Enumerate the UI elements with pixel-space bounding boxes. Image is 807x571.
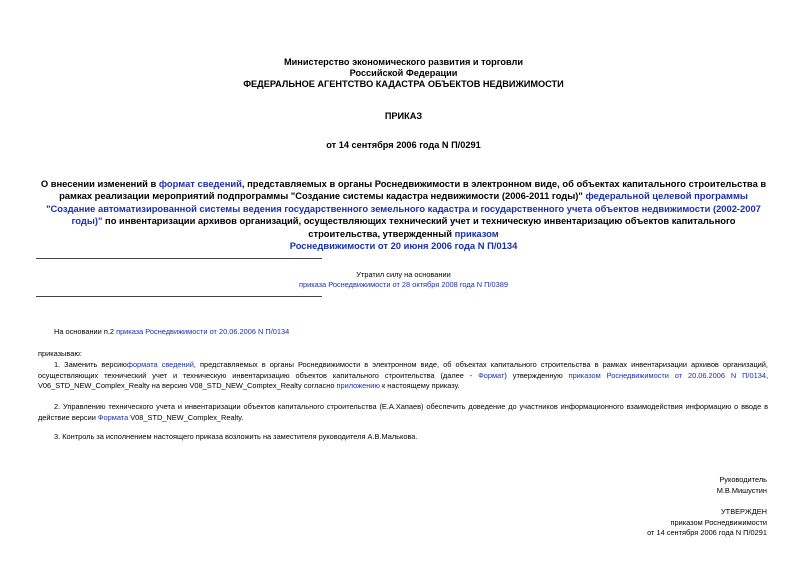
basis-line [54, 327, 289, 337]
title-text-2: , представляемых в органы Роснедвижимости в электронном виде, об объектах капитального строительства в рамках реализации мероприятий подпрограммы "Создание системы кадастра недвижимости (2006-2011 годы)" [59, 178, 767, 202]
basis-prefix: На основании п.2 [54, 327, 117, 336]
approved-line1: приказом Роснедвижимости [670, 518, 767, 527]
doc-date-number: от 14 сентября 2006 года N П/0291 [326, 140, 481, 150]
item2-text-a: 2. Управлению технического учета и инвентаризации объектов капитального строительства (Е.А.Хапаев) обеспечить доведение до участников информационного взаимодействия информацию о вводе в действие версии [38, 402, 768, 422]
divider-top [36, 258, 322, 259]
item1-text-a: 1. Заменить версию [54, 360, 127, 369]
status-link[interactable]: приказа Роснедвижимости от 28 октября 2008 года N П/0389 [299, 280, 508, 289]
ministry-line1: Министерство экономического развития и торговли [283, 57, 524, 67]
item-3: 3. Контроль за исполнением настоящего приказа возложить на заместителя руководителя А.В.Малькова. [54, 432, 418, 441]
item1-link-format2[interactable]: Формат [478, 370, 505, 380]
ministry-line2: Российской Федерации [349, 68, 458, 78]
basis-link[interactable]: приказа Роснедвижимости от 20.06.2006 N П/0134 [116, 327, 290, 336]
item1-link-format[interactable]: формата сведений [126, 360, 194, 369]
title-link-order-date[interactable]: Роснедвижимости от 20 июня 2006 года N П/0134 [289, 240, 518, 252]
title-text-1: О внесении изменений в [40, 178, 159, 189]
item1-text-e: к настоящему приказу. [379, 381, 460, 391]
approved-line2: от 14 сентября 2006 года N П/0291 [647, 528, 767, 537]
item1-link-appendix[interactable]: приложению [336, 381, 380, 391]
title-text-3: по инвентаризации архивов организаций, осуществляющих технический учет и техническую инвентаризацию объектов капитального строительства, утвержденный [102, 215, 736, 239]
item-1 [38, 360, 768, 392]
item1-text-b: , представляемых в органы Роснедвижимости в электронном виде, об объектах капитального строительства в рамках инвентаризации архивов организаций, осуществляющих технический учет и техническую инвентаризацию объектов капитального строительства (далее - [38, 360, 768, 380]
status-line1: Утратил силу на основании [356, 270, 451, 279]
order-word: приказываю: [38, 349, 82, 358]
document-title [36, 178, 771, 252]
divider-bottom [36, 296, 322, 297]
agency-name: ФЕДЕРАЛЬНОЕ АГЕНТСТВО КАДАСТРА ОБЪЕКТОВ НЕДВИЖИМОСТИ [243, 79, 564, 89]
title-link-program[interactable]: федеральной целевой программы "Создание автоматизированной системы ведения государственного земельного кадастра и государственного учета объектов недвижимости (2002-2007 годы)" [46, 190, 761, 227]
title-link-order[interactable]: приказом [454, 227, 499, 239]
signature-name: М.В.Мишустин [716, 486, 767, 495]
item1-text-c: ) утвержденную [504, 370, 569, 380]
signature-role: Руководитель [719, 475, 767, 484]
item1-link-order[interactable]: приказом Роснедвижимости от 20.06.2006 N П/0134 [568, 370, 766, 380]
title-link-format[interactable]: формат сведений [158, 178, 242, 189]
item-2 [38, 402, 768, 423]
item2-link-format[interactable]: Формата [97, 412, 129, 422]
item1-text-d: , V06_STD_NEW_Complex_Realty на версию V08_STD_NEW_Comptex_Realty согласно [38, 370, 768, 391]
doc-type: ПРИКАЗ [384, 111, 423, 121]
approved-word: УТВЕРЖДЕН [720, 507, 767, 516]
item2-text-b: V08_STD_NEW_Complex_Realty. [128, 412, 244, 422]
